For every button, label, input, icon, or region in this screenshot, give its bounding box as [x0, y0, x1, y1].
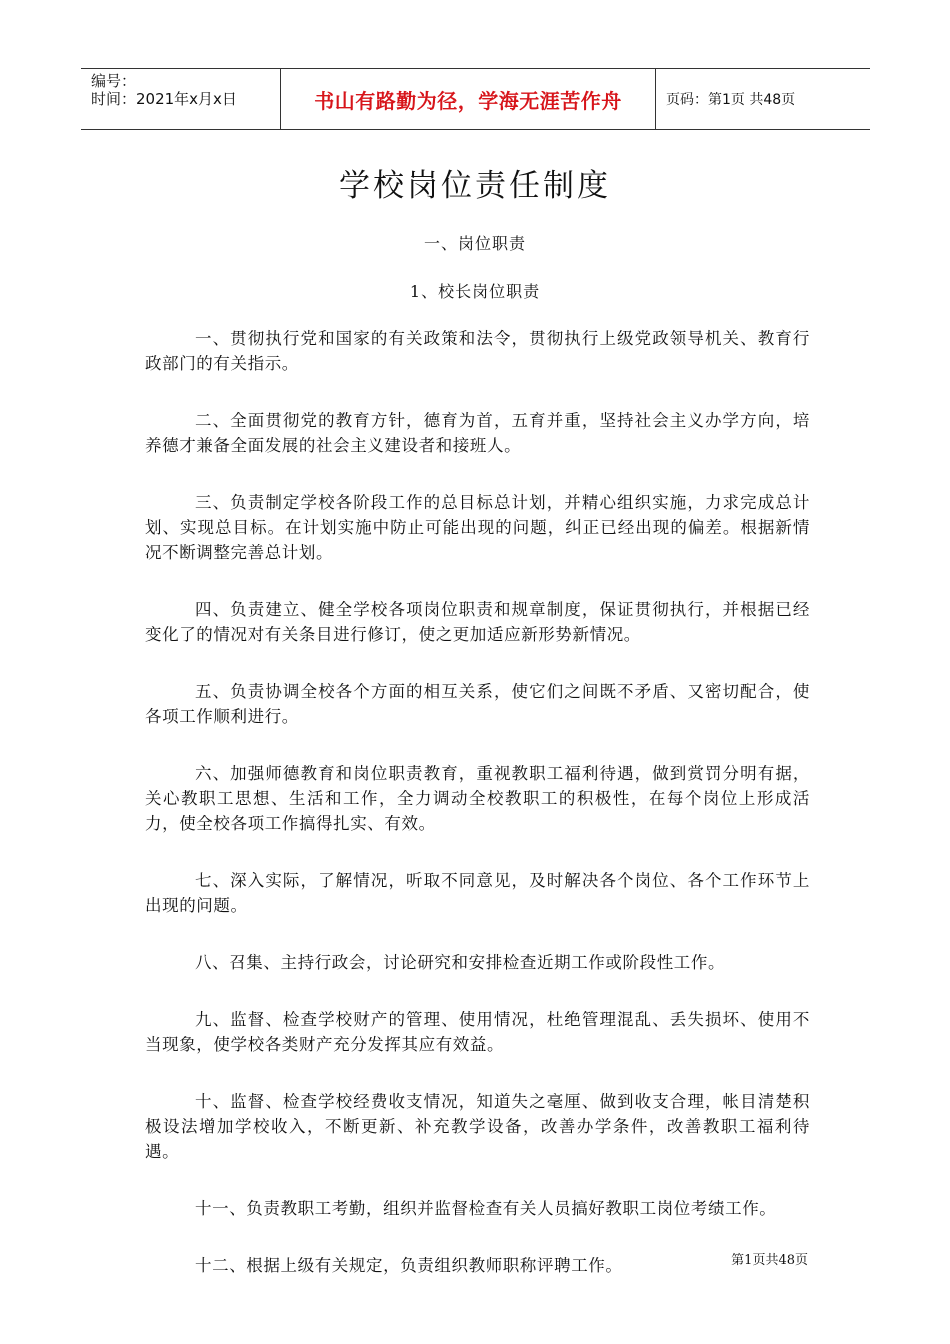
paragraph: 一、贯彻执行党和国家的有关政策和法令，贯彻执行上级党政领导机关、教育行政部门的有关指示。	[145, 329, 810, 373]
paragraph: 九、监督、检查学校财产的管理、使用情况，杜绝管理混乱、丢失损坏、使用不当现象，使学校各类财产充分发挥其应有效益。	[145, 1010, 810, 1054]
paragraph: 七、深入实际，了解情况，听取不同意见，及时解决各个岗位、各个工作环节上出现的问题。	[145, 871, 810, 915]
paragraph: 二、全面贯彻党的教育方针，德育为首，五育并重，坚持社会主义办学方向，培养德才兼备全面发展的社会主义建设者和接班人。	[145, 411, 810, 455]
document-title: 学校岗位责任制度	[339, 168, 611, 204]
header-motto: 书山有路勤为径，学海无涯苦作舟	[281, 69, 656, 129]
paragraph: 四、负责建立、健全学校各项岗位职责和规章制度，保证贯彻执行，并根据已经变化了的情况对有关条目进行修订，使之更加适应新形势新情况。	[145, 600, 810, 644]
section-heading: 一、岗位职责	[423, 234, 526, 253]
time-label: 时间：2021年x月x日	[91, 90, 237, 108]
paragraph: 十一、负责教职工考勤，组织并监督检查有关人员搞好教职工岗位考绩工作。	[195, 1199, 777, 1218]
header-page-info: 页码：第1页 共48页	[666, 92, 796, 108]
number-label: 编号：	[91, 72, 137, 90]
page-header	[81, 68, 870, 130]
paragraph: 十二、根据上级有关规定，负责组织教师职称评聘工作。	[195, 1256, 623, 1275]
paragraph: 六、加强师德教育和岗位职责教育，重视教职工福利待遇，做到赏罚分明有据，关心教职工思想、生活和工作，全力调动全校教职工的积极性，在每个岗位上形成活力，使全校各项工作搞得扎实、有效。	[145, 764, 810, 833]
paragraph: 三、负责制定学校各阶段工作的总目标总计划，并精心组织实施，力求完成总计划、实现总目标。在计划实施中防止可能出现的问题，纠正已经出现的偏差。根据新情况不断调整完善总计划。	[145, 493, 810, 562]
paragraph: 八、召集、主持行政会，讨论研究和安排检查近期工作或阶段性工作。	[195, 953, 726, 972]
subsection-heading: 1、校长岗位职责	[409, 282, 541, 301]
page-footer: 第1页共48页	[731, 1253, 808, 1268]
body-paragraphs	[145, 326, 810, 1310]
header-meta	[81, 69, 281, 129]
paragraph: 五、负责协调全校各个方面的相互关系，使它们之间既不矛盾、又密切配合，使各项工作顺利进行。	[145, 682, 810, 726]
paragraph: 十、监督、检查学校经费收支情况，知道失之毫厘、做到收支合理，帐目清楚积极设法增加学校收入，不断更新、补充教学设备，改善办学条件，改善教职工福利待遇。	[145, 1092, 810, 1161]
